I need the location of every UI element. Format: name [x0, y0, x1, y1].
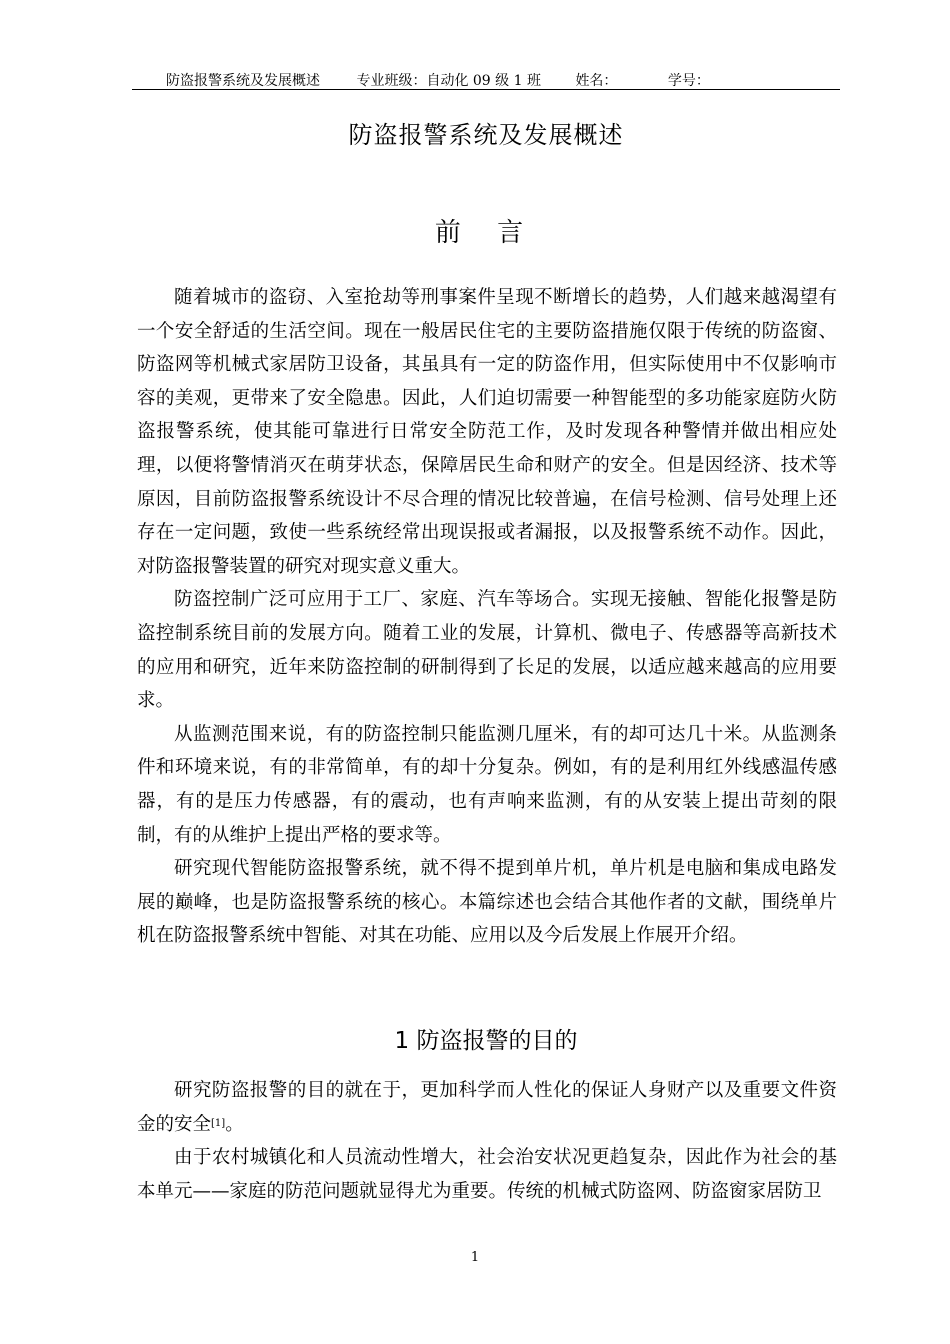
citation-ref-1: [1] — [211, 1117, 226, 1129]
preface-paragraph-1: 随着城市的盗窃、入室抢劫等刑事案件呈现不断增长的趋势，人们越来越渴望有一个安全舒适的生活空间。现在一般居民住宅的主要防盗措施仅限于传统的防盗窗、防盗网等机械式家居防卫设备，其虽具有一定的防盗作用，但实际使用中不仅影响市容的美观，更带来了安全隐患。因此，人们迫切需要一种智能型的多功能家庭防火防盗报警系统，使其能可靠进行日常安全防范工作，及时发现各种警情并做出相应处理，以便将警情消灭在萌芽状态，保障居民生命和财产的安全。但是因经济、技术等原因，目前防盗报警系统设计不尽合理的情况比较普遍，在信号检测、信号处理上还存在一定问题，致使一些系统经常出现误报或者漏报，以及报警系统不动作。因此，对防盗报警装置的研究对现实意义重大。 — [137, 287, 837, 577]
section-1-paragraph-2: 由于农村城镇化和人员流动性增大，社会治安状况更趋复杂，因此作为社会的基本单元——家庭的防范问题就显得尤为重要。传统的机械式防盗网、防盗窗家居防卫 — [137, 1147, 837, 1202]
section-1-paragraph-1-end: 。 — [225, 1113, 244, 1135]
document-title: 防盗报警系统及发展概述 — [348, 121, 624, 149]
preface-body — [137, 281, 837, 953]
header-rule — [132, 89, 840, 90]
preface-paragraph-4: 研究现代智能防盗报警系统，就不得不提到单片机，单片机是电脑和集成电路发展的巅峰，也是防盗报警系统的核心。本篇综述也会结合其他作者的文献，围绕单片机在防盗报警系统中智能、对其在功能、应用以及今后发展上作展开介绍。 — [137, 858, 837, 947]
preface-paragraph-3: 从监测范围来说，有的防盗控制只能监测几厘米，有的却可达几十米。从监测条件和环境来说，有的非常简单，有的却十分复杂。例如，有的是利用红外线感温传感器，有的是压力传感器，有的震动，也有声响来监测，有的从安装上提出苛刻的限制，有的从维护上提出严格的要求等。 — [137, 723, 837, 846]
header-major-class: 专业班级：自动化 09 级 1 班 — [356, 73, 541, 89]
section-1-heading: 1 防盗报警的目的 — [394, 1028, 578, 1054]
header-student-id-label: 学号： — [667, 73, 710, 89]
page-number: 1 — [470, 1250, 480, 1265]
header-doc-title: 防盗报警系统及发展概述 — [166, 73, 320, 89]
section-1-paragraph-1 — [137, 1074, 837, 1141]
running-header — [132, 70, 840, 90]
preface-heading — [132, 215, 840, 251]
section-1-body — [137, 1074, 837, 1208]
preface-heading-text: 前 言 — [434, 218, 538, 248]
preface-paragraph-2: 防盗控制广泛可应用于工厂、家庭、汽车等场合。实现无接触、智能化报警是防盗控制系统目前的发展方向。随着工业的发展，计算机、微电子、传感器等高新技术的应用和研究，近年来防盗控制的研制得到了长足的发展，以适应越来越高的应用要求。 — [137, 589, 837, 712]
section-1-paragraph-1-text: 研究防盗报警的目的就在于，更加科学而人性化的保证人身财产以及重要文件资金的安全 — [137, 1080, 837, 1135]
header-name-label: 姓名： — [575, 73, 618, 89]
